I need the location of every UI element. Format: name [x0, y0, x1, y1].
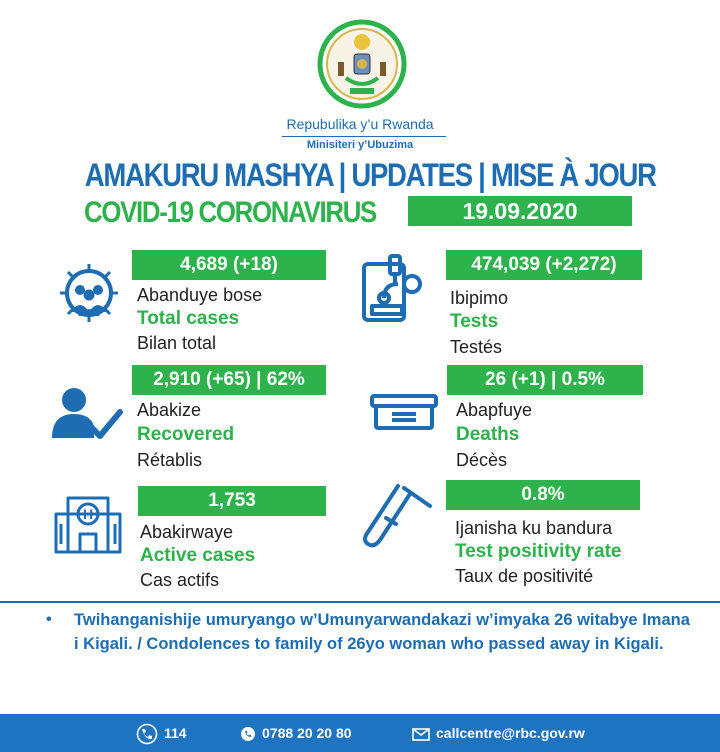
recovered-label-en: Recovered [137, 424, 235, 445]
svg-text:H: H [82, 506, 94, 522]
date-badge: 19.09.2020 [408, 196, 632, 226]
total-cases-label-rw: Abanduye bose [137, 285, 263, 305]
crowd-virus-icon [58, 262, 120, 324]
footer-bar [0, 714, 720, 752]
total-cases-label-fr: Bilan total [137, 333, 217, 353]
email-link[interactable] [412, 714, 585, 752]
deaths-label-en: Deaths [456, 424, 520, 445]
note-bullet: • [46, 611, 52, 628]
positivity-label-rw: Ijanisha ku bandura [455, 518, 613, 538]
positivity-label-en: Test positivity rate [455, 541, 622, 562]
recovered-label-rw: Abakize [137, 400, 202, 420]
tests-label-fr: Testés [450, 337, 503, 357]
tests-label-en: Tests [450, 311, 499, 332]
email-address: callcentre@rbc.gov.rw [436, 725, 585, 741]
total-cases-label-en: Total cases [137, 308, 240, 329]
rwanda-emblem-icon [316, 18, 408, 112]
microscope-icon [354, 254, 434, 326]
recovered-value: 2,910 (+65) | 62% [132, 365, 326, 395]
hotline-link[interactable] [136, 714, 187, 752]
positivity-value: 0.8% [446, 480, 640, 510]
page-subtitle: COVID-19 CORONAVIRUS [84, 196, 376, 229]
deaths-label-rw: Abapfuye [456, 400, 533, 420]
test-tube-icon [360, 482, 440, 554]
whatsapp-icon [240, 725, 262, 741]
recovered-label-fr: Rétablis [137, 450, 203, 470]
person-check-icon [50, 386, 124, 442]
header-divider [282, 136, 446, 137]
email-icon [412, 725, 436, 741]
active-cases-value: 1,753 [138, 486, 326, 516]
total-cases-value: 4,689 (+18) [132, 250, 326, 280]
active-cases-label-en: Active cases [140, 545, 256, 566]
phone-24-icon [136, 725, 164, 741]
hotline-number: 114 [164, 725, 187, 741]
whatsapp-number: 0788 20 20 80 [262, 725, 352, 741]
hospital-icon [52, 494, 124, 556]
tests-value: 474,039 (+2,272) [446, 250, 642, 280]
deaths-label-fr: Décès [456, 450, 508, 470]
section-divider [0, 601, 720, 603]
condolence-note: Twihanganishije umuryango w’Umunyarwandakazi w’imyaka 26 witabye Imana i Kigali. / Condolences to family of 26yo woman who passed away in Kigali. [74, 611, 690, 653]
whatsapp-link[interactable] [240, 714, 352, 752]
positivity-label-fr: Taux de positivité [455, 566, 594, 586]
active-cases-label-fr: Cas actifs [140, 570, 220, 590]
page-title: AMAKURU MASHYA | UPDATES | MISE À JOUR [84, 157, 656, 193]
ministry-label: Minisiteri y’Ubuzima [306, 139, 414, 151]
tests-label-rw: Ibipimo [450, 288, 509, 308]
active-cases-label-rw: Abakirwaye [140, 522, 234, 542]
coffin-icon [368, 392, 440, 432]
deaths-value: 26 (+1) | 0.5% [447, 365, 643, 395]
republic-label: Repubulika y’u Rwanda [286, 116, 434, 132]
